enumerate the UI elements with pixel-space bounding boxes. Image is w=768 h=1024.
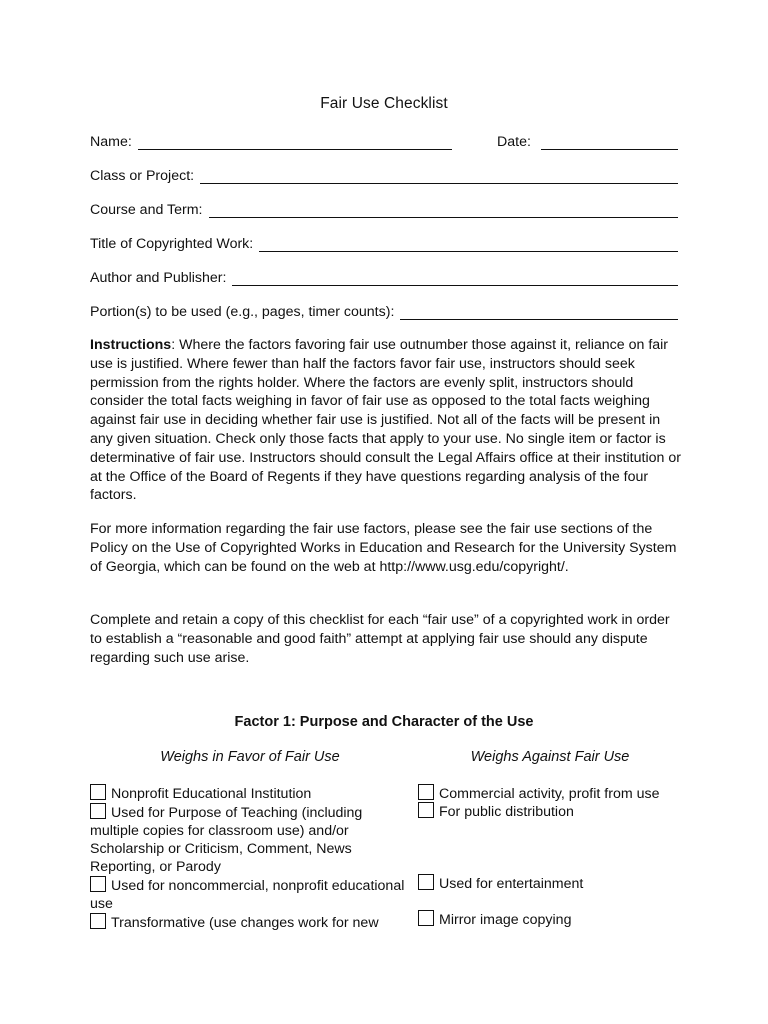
course-term-label: Course and Term: [90, 202, 203, 218]
more-info-paragraph: For more information regarding the fair use factors, please see the fair use sections of the Policy on the Use of Copyrighted Works in Education and Research for the University System of Georgia, which can be found on the web at http://www.usg.edu/copyright/. [90, 521, 677, 575]
author-publisher-line[interactable] [232, 273, 678, 286]
name-field[interactable] [90, 130, 452, 150]
title-work-label: Title of Copyrighted Work: [90, 236, 254, 252]
instructions-paragraph [90, 336, 682, 505]
title-work-line[interactable] [259, 239, 678, 252]
course-term-field[interactable] [90, 198, 678, 218]
against-item [418, 784, 698, 802]
name-label: Name: [90, 134, 132, 150]
against-checkbox-4[interactable] [418, 910, 434, 926]
favor-item-label: Nonprofit Educational Institution [111, 786, 312, 802]
favor-item-label: Used for Purpose of Teaching (including multiple copies for classroom use) and/or Scholarship or Criticism, Comment, News Reporting, or Parody [90, 805, 363, 875]
portions-label: Portion(s) to be used (e.g., pages, timer counts): [90, 304, 395, 320]
favor-checkbox-4[interactable] [90, 913, 106, 929]
against-checkbox-2[interactable] [418, 802, 434, 818]
class-project-label: Class or Project: [90, 168, 195, 184]
against-heading: Weighs Against Fair Use [470, 749, 630, 765]
author-publisher-field[interactable] [90, 266, 678, 286]
favor-item [90, 876, 408, 913]
favor-item [90, 913, 408, 932]
favor-checkbox-3[interactable] [90, 876, 106, 892]
favor-item [90, 784, 408, 803]
date-line[interactable] [541, 137, 678, 150]
against-item [418, 874, 698, 910]
class-project-line[interactable] [200, 171, 678, 184]
against-checkbox-3[interactable] [418, 874, 434, 890]
favor-heading: Weighs in Favor of Fair Use [160, 749, 340, 765]
author-publisher-label: Author and Publisher: [90, 270, 227, 286]
favor-item-label: Transformative (use changes work for new [111, 915, 379, 931]
course-term-line[interactable] [209, 205, 678, 218]
factor1-title: Factor 1: Purpose and Character of the Use [234, 714, 534, 730]
portions-field[interactable] [90, 300, 678, 320]
instructions-text: : Where the factors favoring fair use outnumber those against it, reliance on fair use is justified. Where fewer than half the factors favor fair use, instructors should seek permission from the rights holder. Where the factors are evenly split, instructors should consider the total facts weighing in favor of fair use as opposed to the total facts weighing against fair use in deciding whether fair use is justified. Not all of the facts will be present in any given situation. Check only those facts that apply to your use. No single item or factor is determinative of fair use. Instructors should consult the Legal Affairs office at their institution or at the Office of the Board of Regents if they have questions regarding analysis of the four factors. [90, 337, 681, 504]
favor-checkbox-1[interactable] [90, 784, 106, 800]
complete-retain-paragraph: Complete and retain a copy of this checklist for each “fair use” of a copyrighted work in order to establish a “reasonable and good faith” attempt at applying fair use should any dispute regarding such use arise. [90, 612, 670, 666]
against-item-label: Mirror image copying [439, 912, 572, 928]
against-item [418, 910, 698, 929]
date-label: Date: [497, 134, 531, 150]
against-item-label: For public distribution [439, 804, 574, 820]
favor-item-label: Used for noncommercial, nonprofit educational use [90, 878, 405, 912]
against-item-label: Used for entertainment [439, 876, 584, 892]
portions-line[interactable] [400, 307, 678, 320]
date-field[interactable] [497, 130, 678, 150]
page-title: Fair Use Checklist [320, 95, 448, 112]
favor-checkbox-2[interactable] [90, 803, 106, 819]
title-work-field[interactable] [90, 232, 678, 252]
favor-column [90, 784, 408, 932]
class-project-field[interactable] [90, 164, 678, 184]
instructions-label: Instructions [90, 337, 172, 353]
name-line[interactable] [138, 137, 452, 150]
against-checkbox-1[interactable] [418, 784, 434, 800]
against-column [418, 784, 698, 929]
against-item [418, 802, 698, 874]
against-item-label: Commercial activity, profit from use [439, 786, 660, 802]
favor-item [90, 803, 408, 876]
